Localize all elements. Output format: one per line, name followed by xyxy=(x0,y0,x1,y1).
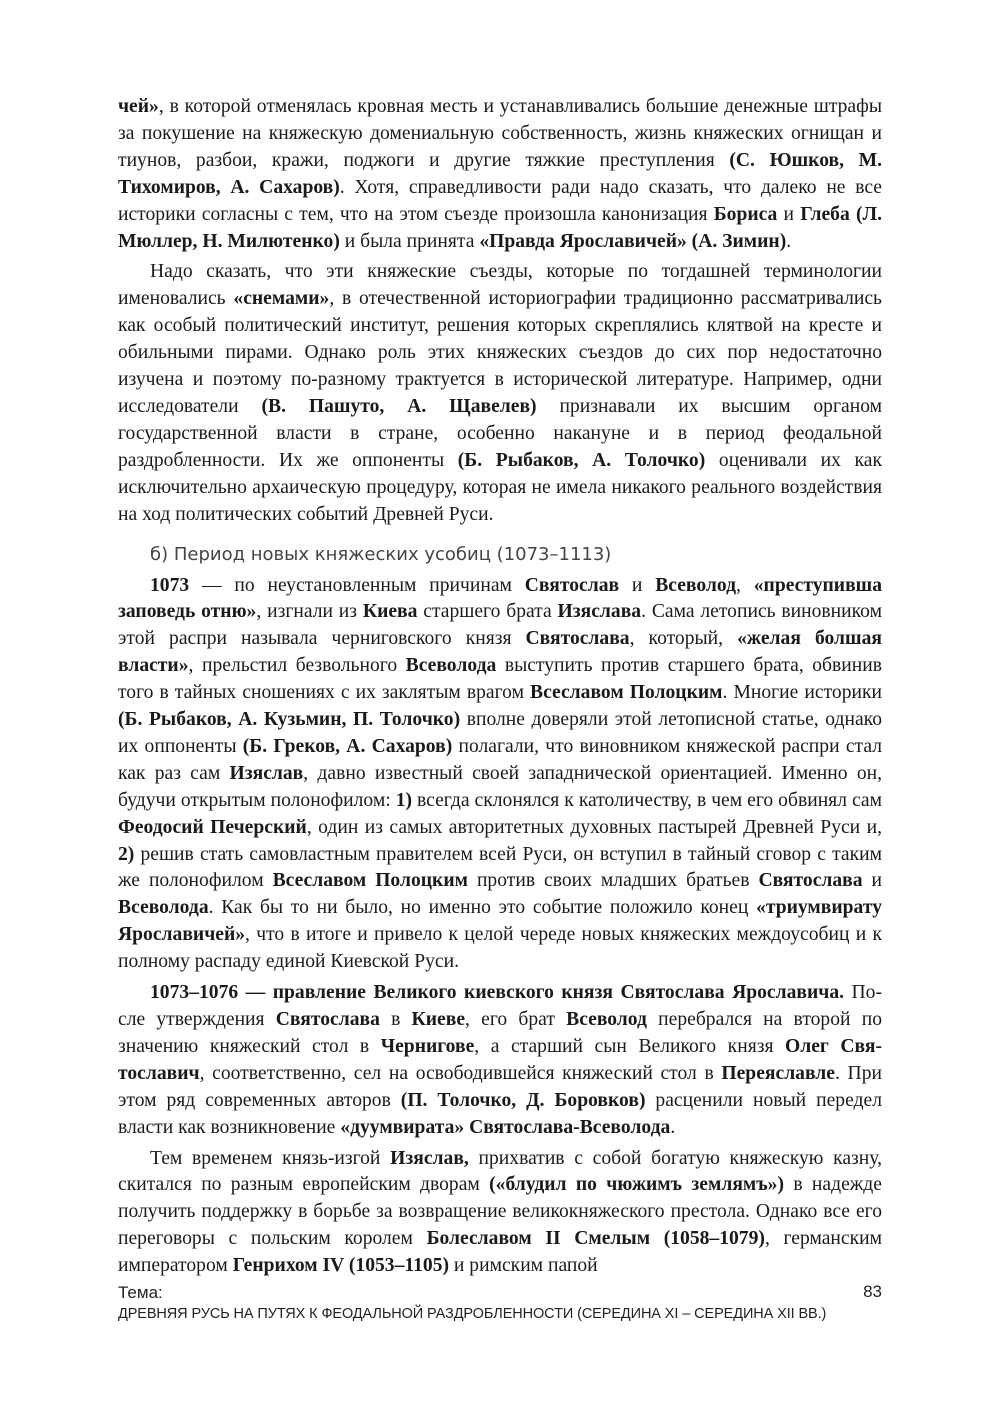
footer-topic-title: ДРЕВНЯЯ РУСЬ НА ПУТЯХ К ФЕОДАЛЬНОЙ РАЗДРОБЛЕННОСТИ (СЕРЕДИНА XI – СЕРЕДИНА XII ВВ.) xyxy=(118,1306,827,1322)
paragraph-3: 1073 — по неустановленным причинам Святослав и Всеволод, «преступивша заповедь отню», изгнали из Киева старшего брата Изяслава. Сама летопись виновником этой распри называла черниговского князя Святослава, который, «желая болшая власти», прельстил безвольного Всеволода выступить против старшего брата, обвинив того в тайных сношениях с их заклятым врагом Всеславом Полоцким. Многие историки (Б. Рыбаков, А. Кузьмин, П. Толочко) вполне доверяли этой летописной статье, однако их оппоненты (Б. Греков, А. Сахаров) полагали, что виновником княжеской распри стал как раз сам Изяслав, давно известный своей западнической ориентацией. Именно он, будучи открытым полонофилом: 1) всегда склонялся к католичеству, в чем его обвинял сам Феодосий Печерский, один из самых авторитетных духовных пастырей Древней Руси и, 2) решив стать самовластным правителем всей Руси, он вступил в тайный сговор с таким же полонофилом Всеславом Полоцким против своих младших братьев Святослава и Всеволода. Как бы то ни было, но именно это событие положило конец «триумвирату Ярославичей», что в итоге и привело к целой череде новых княжеских междоусобиц и к полному распаду единой Киевской Руси. xyxy=(118,574,883,973)
paragraph-1: чей», в которой отменялась кровная месть и устанавливались большие денежные штрафы за покушение на княжескую домениальную собственность, жизнь княжеских огнищан и тиунов, разбои, кражи, поджоги и другие тяжкие преступления (С. Юшков, М. Тихомиров, А. Сахаров). Хотя, справедливости ради надо сказать, что далеко не все историки согласны с тем, что на этом съезде произошла канонизация Бориса и Глеба (Л. Мюллер, Н. Милютенко) и была принята «Правда Ярославичей» (А. Зимин). xyxy=(118,96,883,252)
paragraph-4: 1073–1076 — правление Великого киевского князя Святослава Ярославича. После утверждения Святослава в Киеве, его брат Всеволод перебрался на второй по значению княжеский стол в Чернигове, а старший сын Великого князя Олег Святославич, соответственно, сел на освободившейся княжеский стол в Переяславле. При этом ряд современных авторов (П. Толочко, Д. Боровков) расценили новый передел власти как возникновение «дуумвирата» Святослава-Всеволода. xyxy=(118,982,882,1138)
page-footer xyxy=(118,1282,882,1324)
section-subheading: б) Период новых княжеских усобиц (1073–1113) xyxy=(150,543,612,565)
paragraph-5: Тем временем князь-изгой Изяслав, прихватив с собой богатую княжескую казну, скитался по разным европейским дворам («блудил по чюжимъ землямъ») в надежде получить поддержку в борьбе за возвращение великокняжеского престола. Однако все его переговоры с польским королем Болеславом II Смелым (1058–1079), германским императором Генрихом IV (1053–1105) и римским папой xyxy=(118,1147,883,1277)
footer-topic-label: Тема: xyxy=(118,1283,163,1302)
main-text xyxy=(118,94,882,1280)
paragraph-2: Надо сказать, что эти княжеские съезды, которые по тогдашней терминологии именовались «снемами», в отечественной историографии традиционно рассматривались как особый политический институт, решения которых скреплялись клятвой на кресте и обильными пирами. Однако роль этих княжеских съездов до сих пор недостаточно изучена и поэтому по-разному трактуется в исторической литературе. Например, одни исследователи (В. Пашуто, А. Щавелев) признавали их высшим органом государственной власти в стране, особенно накануне и в период феодальной раздробленности. Их же оппоненты (Б. Рыбаков, А. Толочко) оценивали их как исключительно архаическую процедуру, которая не имела никакого реального воздействия на ход политических событий Древней Руси. xyxy=(118,261,883,525)
page-number: 83 xyxy=(863,1282,882,1301)
